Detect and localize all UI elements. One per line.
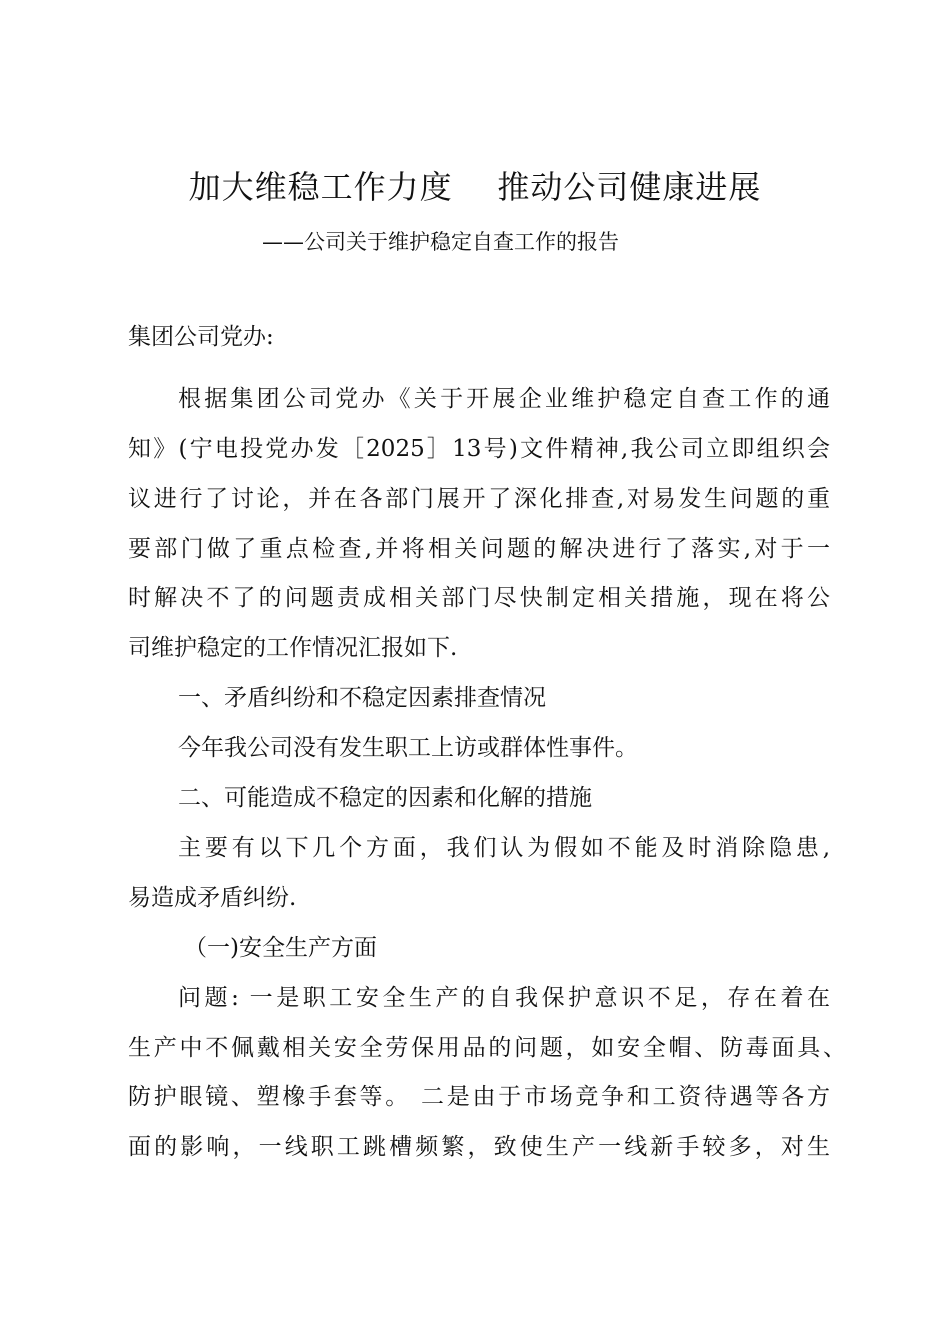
body-line: 根据集团公司党办《关于开展企业维护稳定自查工作的通 — [178, 386, 830, 412]
document-subtitle: ——公司关于维护稳定自查工作的报告 — [262, 230, 619, 254]
body-line: 议进行了讨论，并在各部门展开了深化排查,对易发生问题的重 — [128, 486, 830, 512]
body-line: 面的影响，一线职工跳槽频繁，致使生产一线新手较多，对生 — [128, 1134, 830, 1160]
body-line: 司维护稳定的工作情况汇报如下. — [128, 635, 458, 661]
body-line: 今年我公司没有发生职工上访或群体性事件。 — [178, 735, 638, 761]
section-heading: 一、矛盾纠纷和不稳定因素排查情况 — [178, 685, 546, 711]
document-title: 加大维稳工作力度 推动公司健康进展 — [188, 168, 762, 206]
body-line: 易造成矛盾纠纷. — [128, 885, 297, 911]
body-line: 知》(宁电投党办发［2025］13号)文件精神,我公司立即组织会 — [128, 436, 830, 462]
body-line: 生产中不佩戴相关安全劳保用品的问题，如安全帽、防毒面具、 — [128, 1035, 846, 1061]
body-line: 防护眼镜、塑橡手套等。 二是由于市场竞争和工资待遇等各方 — [128, 1084, 830, 1110]
salutation: 集团公司党办: — [128, 324, 274, 350]
section-heading: 二、可能造成不稳定的因素和化解的措施 — [178, 785, 592, 811]
body-line: 要部门做了重点检查,并将相关问题的解决进行了落实,对于一 — [128, 536, 830, 562]
body-line: 主要有以下几个方面，我们认为假如不能及时消除隐患, — [178, 835, 830, 861]
subsection-heading: （一)安全生产方面 — [184, 935, 377, 961]
body-line: 时解决不了的问题责成相关部门尽快制定相关措施，现在将公 — [128, 585, 830, 611]
body-line: 问题: 一是职工安全生产的自我保护意识不足，存在着在 — [178, 985, 830, 1011]
